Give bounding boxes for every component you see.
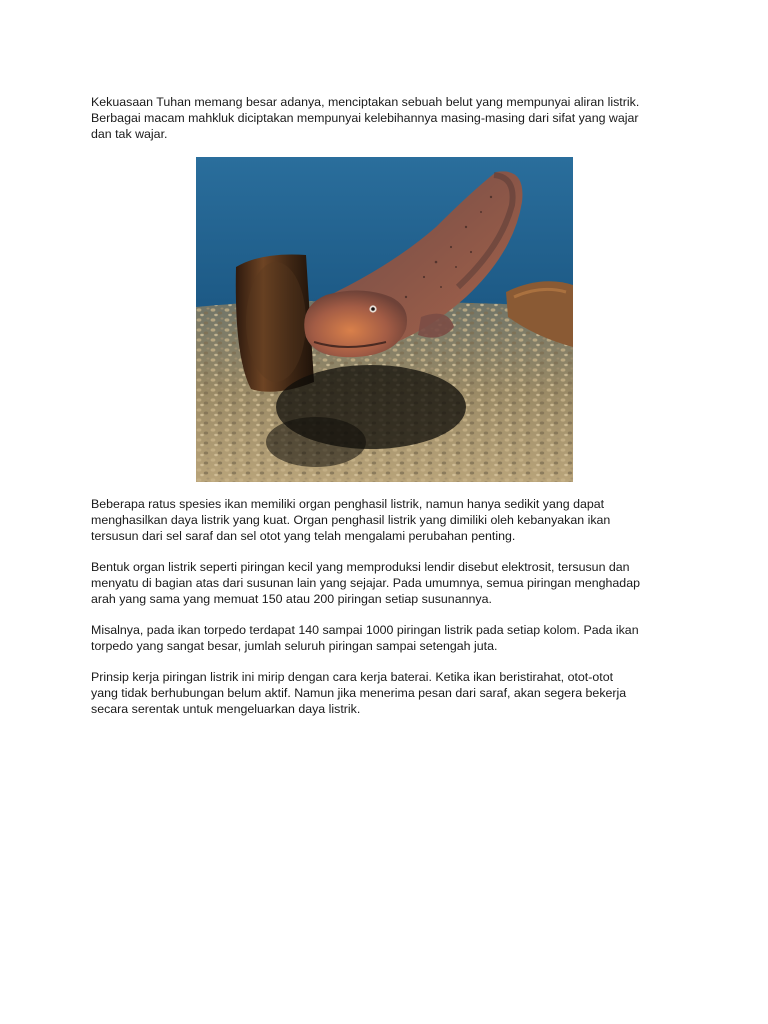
paragraph-electric-organ: Beberapa ratus spesies ikan memiliki organ penghasil listrik, namun hanya sedikit yang dapat menghasilkan daya listrik yang kuat. Organ penghasil listrik yang dimiliki oleh kebanyakan ikan tersusun dari sel saraf dan sel otot yang telah mengalami perubahan penting.: [91, 497, 611, 543]
paragraph-intro: Kekuasaan Tuhan memang besar adanya, menciptakan sebuah belut yang mempunyai aliran listrik. Berbagai macam mahkluk diciptakan mempunyai kelebihannya masing-masing dari sifat yang wajar dan tak wajar.: [91, 95, 640, 141]
electric-eel-photo: [196, 157, 573, 482]
paragraph-electrocyte: Bentuk organ listrik seperti piringan kecil yang memproduksi lendir disebut elektrosit, tersusun dan menyatu di bagian atas dari susunan lain yang sejajar. Pada umumnya, semua piringan menghadap arah yang sama yang memuat 150 atau 200 piringan setiap susunannya.: [91, 560, 640, 606]
paragraph-battery-principle: Prinsip kerja piringan listrik ini mirip dengan cara kerja baterai. Ketika ikan beristirahat, otot-otot yang tidak berhubungan belum aktif. Namun jika menerima pesan dari saraf, akan segera bekerja secara serentak untuk mengeluarkan daya listrik.: [91, 670, 627, 716]
paragraph-torpedo: Misalnya, pada ikan torpedo terdapat 140 sampai 1000 piringan listrik pada setiap kolom. Pada ikan torpedo yang sangat besar, jumlah seluruh piringan sampai setengah juta.: [91, 623, 639, 653]
